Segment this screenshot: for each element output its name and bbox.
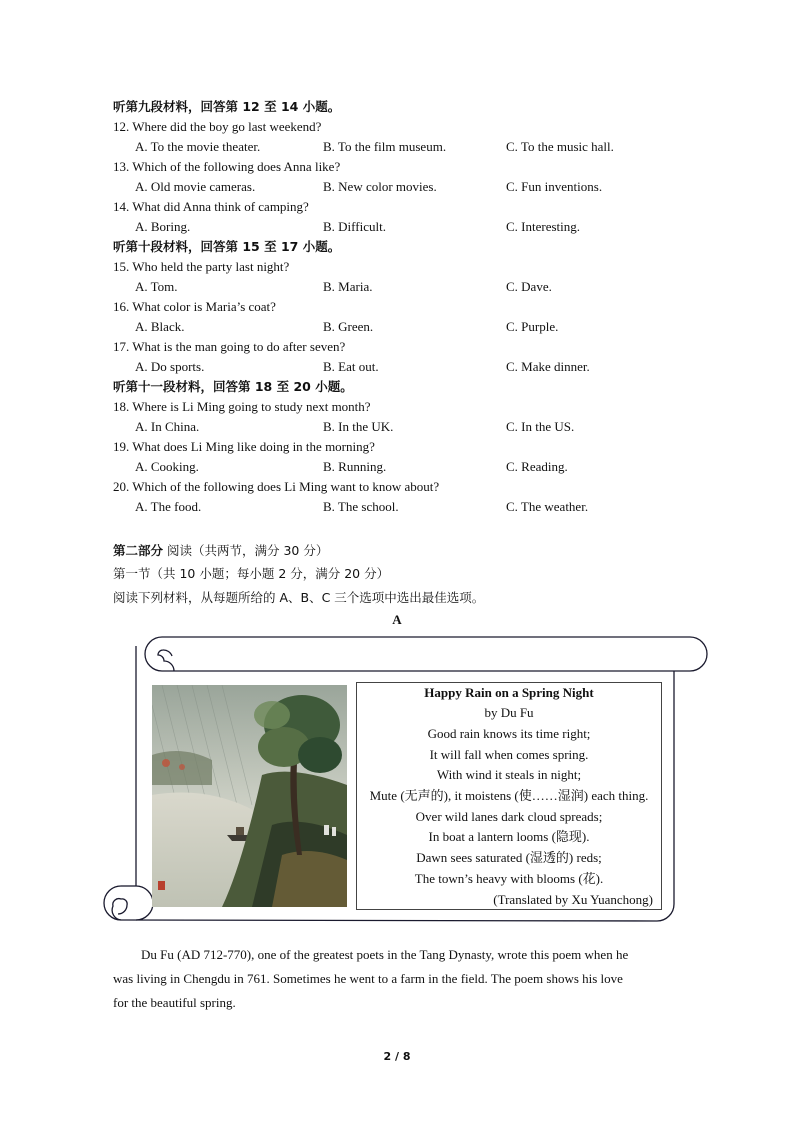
poem-translator: (Translated by Xu Yuanchong)	[493, 892, 653, 907]
poem-line: With wind it steals in night;	[436, 767, 582, 782]
option-b: B. Maria.	[323, 279, 373, 294]
section-heading-10: 听第十段材料，回答第 15 至 17 小题。	[113, 239, 341, 254]
part2-section1: 第一节（共 10 小题；每小题 2 分，满分 20 分）	[113, 566, 390, 581]
question-14: 14. What did Anna think of camping?	[113, 199, 309, 214]
option-b: B. Running.	[323, 459, 387, 474]
poem-line: The town’s heavy with blooms (花).	[414, 871, 604, 886]
question-17: 17. What is the man going to do after seven?	[113, 339, 346, 354]
poem-line: Good rain knows its time right;	[427, 726, 591, 741]
option-a: A. Black.	[135, 319, 185, 334]
question-20: 20. Which of the following does Li Ming want to know about?	[113, 479, 440, 494]
passage-line: Du Fu (AD 712-770), one of the greatest poets in the Tang Dynasty, wrote this poem when he	[141, 947, 629, 962]
question-13: 13. Which of the following does Anna like?	[113, 159, 341, 174]
option-a: A. Cooking.	[135, 459, 199, 474]
question-12: 12. Where did the boy go last weekend?	[113, 119, 322, 134]
option-b: B. Green.	[323, 319, 374, 334]
poem-line: Dawn sees saturated (湿透的) reds;	[416, 850, 602, 865]
poem-author: by Du Fu	[484, 705, 534, 720]
option-a: A. Old movie cameras.	[135, 179, 256, 194]
option-c: C. Make dinner.	[506, 359, 590, 374]
option-b: B. The school.	[323, 499, 399, 514]
option-b: B. Eat out.	[323, 359, 379, 374]
part2-title	[113, 541, 328, 561]
passage-line: for the beautiful spring.	[113, 995, 236, 1010]
option-c: C. Fun inventions.	[506, 179, 603, 194]
option-b: B. To the film museum.	[323, 139, 447, 154]
option-c: C. In the US.	[506, 419, 575, 434]
option-c: C. Purple.	[506, 319, 559, 334]
poem-box	[356, 682, 662, 910]
option-c: C. Interesting.	[506, 219, 581, 234]
option-c: C. To the music hall.	[506, 139, 614, 154]
question-15: 15. Who held the party last night?	[113, 259, 290, 274]
passage-letter: A	[392, 612, 402, 627]
question-18: 18. Where is Li Ming going to study next month?	[113, 399, 371, 414]
option-a: A. To the movie theater.	[135, 139, 261, 154]
part2-instruction: 阅读下列材料，从每题所给的 A、B、C 三个选项中选出最佳选项。	[113, 590, 485, 605]
poem-line: In boat a lantern looms (隐现).	[428, 829, 590, 844]
poem-line: Mute (无声的), it moistens (使……湿润) each thing.	[369, 788, 649, 803]
option-a: A. Boring.	[135, 219, 191, 234]
option-b: B. New color movies.	[323, 179, 437, 194]
part2-title-rest: 阅读（共两节，满分 30 分）	[167, 543, 329, 558]
option-c: C. Reading.	[506, 459, 568, 474]
question-19: 19. What does Li Ming like doing in the morning?	[113, 439, 375, 454]
option-a: A. The food.	[135, 499, 202, 514]
poem-line: It will fall when comes spring.	[429, 747, 589, 762]
poem-line: Over wild lanes dark cloud spreads;	[415, 809, 603, 824]
section-heading-9: 听第九段材料，回答第 12 至 14 小题。	[113, 99, 341, 114]
option-b: B. In the UK.	[323, 419, 394, 434]
poem-title: Happy Rain on a Spring Night	[424, 685, 594, 700]
question-16: 16. What color is Maria’s coat?	[113, 299, 276, 314]
part2-title-bold: 第二部分	[113, 543, 164, 558]
rain-landscape-painting	[152, 685, 347, 907]
option-a: A. Tom.	[135, 279, 178, 294]
option-c: C. Dave.	[506, 279, 552, 294]
page-number: 2 / 8	[383, 1050, 411, 1063]
option-a: A. Do sports.	[135, 359, 205, 374]
section-heading-11: 听第十一段材料，回答第 18 至 20 小题。	[113, 379, 353, 394]
option-a: A. In China.	[135, 419, 200, 434]
option-b: B. Difficult.	[323, 219, 386, 234]
passage-line: was living in Chengdu in 761. Sometimes he went to a farm in the field. The poem shows his love	[113, 971, 623, 986]
option-c: C. The weather.	[506, 499, 589, 514]
